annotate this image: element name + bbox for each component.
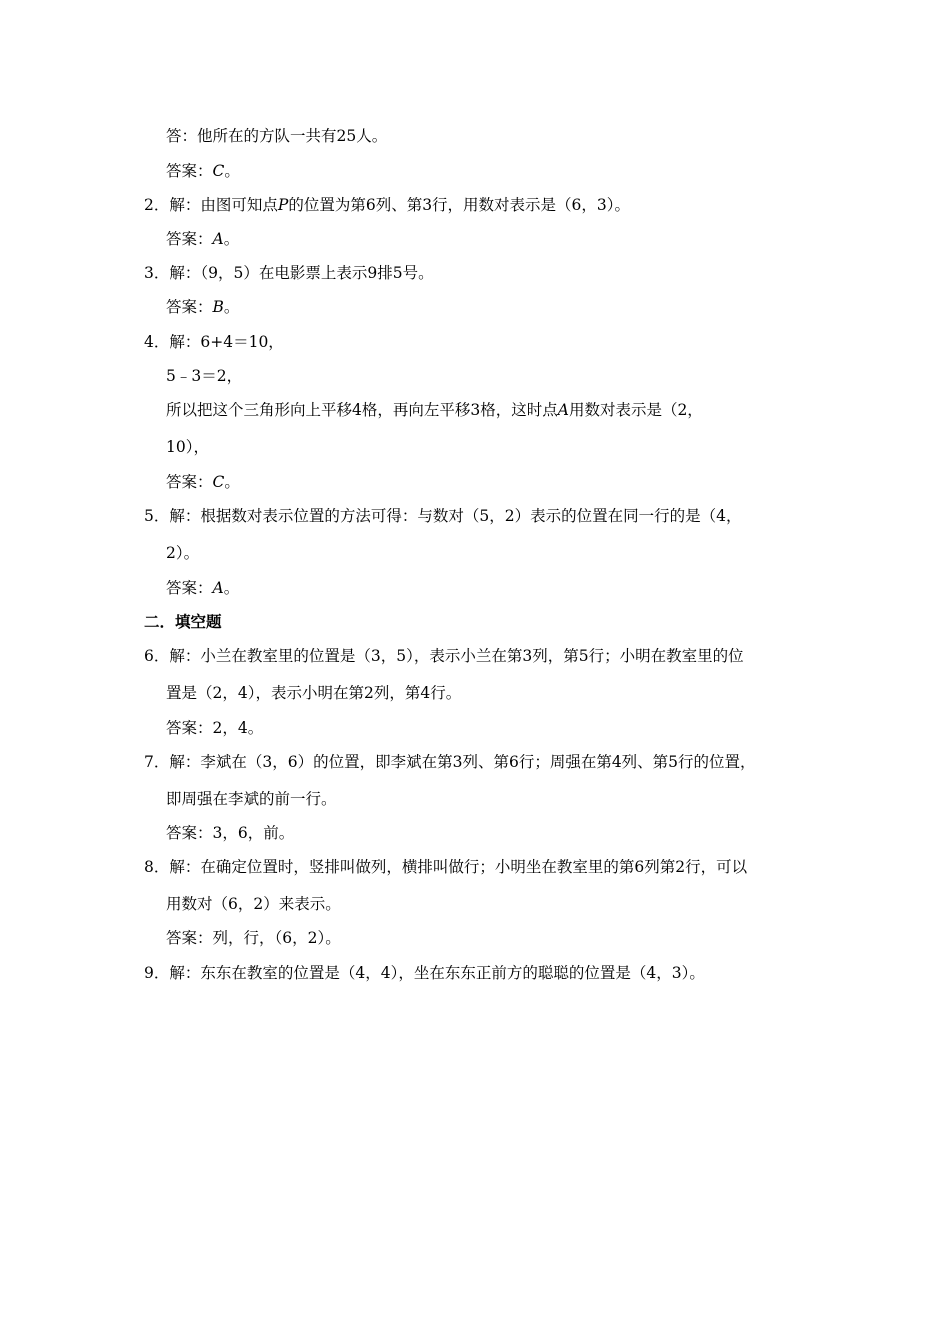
q7-answer: 答案：3，6，前。 <box>166 824 295 842</box>
q7-solution: 7．解：李斌在（3，6）的位置，即李斌在第3列、第6行；周强在第4列、第5行的位置， <box>144 753 756 771</box>
q2-solution: 2．解：由图可知点P的位置为第6列、第3行，用数对表示是（6，3）。 <box>144 196 631 214</box>
q8-solution: 8．解：在确定位置时，竖排叫做列，横排叫做行；小明坐在教室里的第6列第2行，可以 <box>144 858 748 876</box>
q4-step2: 5﹣3＝2， <box>166 367 243 385</box>
q6-solution-cont: 置是（2，4），表示小明在第2列，第4行。 <box>166 684 462 702</box>
q8-answer: 答案：列，行，（6，2）。 <box>166 929 341 947</box>
section-heading-fill-in: 二．填空题 <box>144 613 222 631</box>
q1-answer: 答案：C。 <box>166 162 240 180</box>
q5-answer: 答案：A。 <box>166 579 240 597</box>
q6-answer: 答案：2，4。 <box>166 719 264 737</box>
q4-answer: 答案：C。 <box>166 473 240 491</box>
q7-solution-cont: 即周强在李斌的前一行。 <box>166 790 337 808</box>
q2-answer: 答案：A。 <box>166 230 240 248</box>
q9-solution: 9．解：东东在教室的位置是（4，4），坐在东东正前方的聪聪的位置是（4，3）。 <box>144 964 705 982</box>
q6-solution: 6．解：小兰在教室里的位置是（3，5），表示小兰在第3列，第5行；小明在教室里的位 <box>144 647 744 665</box>
q5-solution-cont: 2）。 <box>166 544 200 562</box>
q3-solution: 3．解：（9，5）在电影票上表示9排5号。 <box>144 264 434 282</box>
q5-solution: 5．解：根据数对表示位置的方法可得：与数对（5，2）表示的位置在同一行的是（4， <box>144 507 742 525</box>
q3-answer: 答案：B。 <box>166 298 240 316</box>
q8-solution-cont: 用数对（6，2）来表示。 <box>166 895 341 913</box>
q1-conclusion: 答：他所在的方队一共有25人。 <box>166 127 388 145</box>
q4-explanation-cont: 10）， <box>166 438 209 456</box>
q4-solution: 4．解：6+4＝10， <box>144 333 284 351</box>
q4-explanation: 所以把这个三角形向上平移4格，再向左平移3格，这时点A用数对表示是（2， <box>166 401 703 419</box>
